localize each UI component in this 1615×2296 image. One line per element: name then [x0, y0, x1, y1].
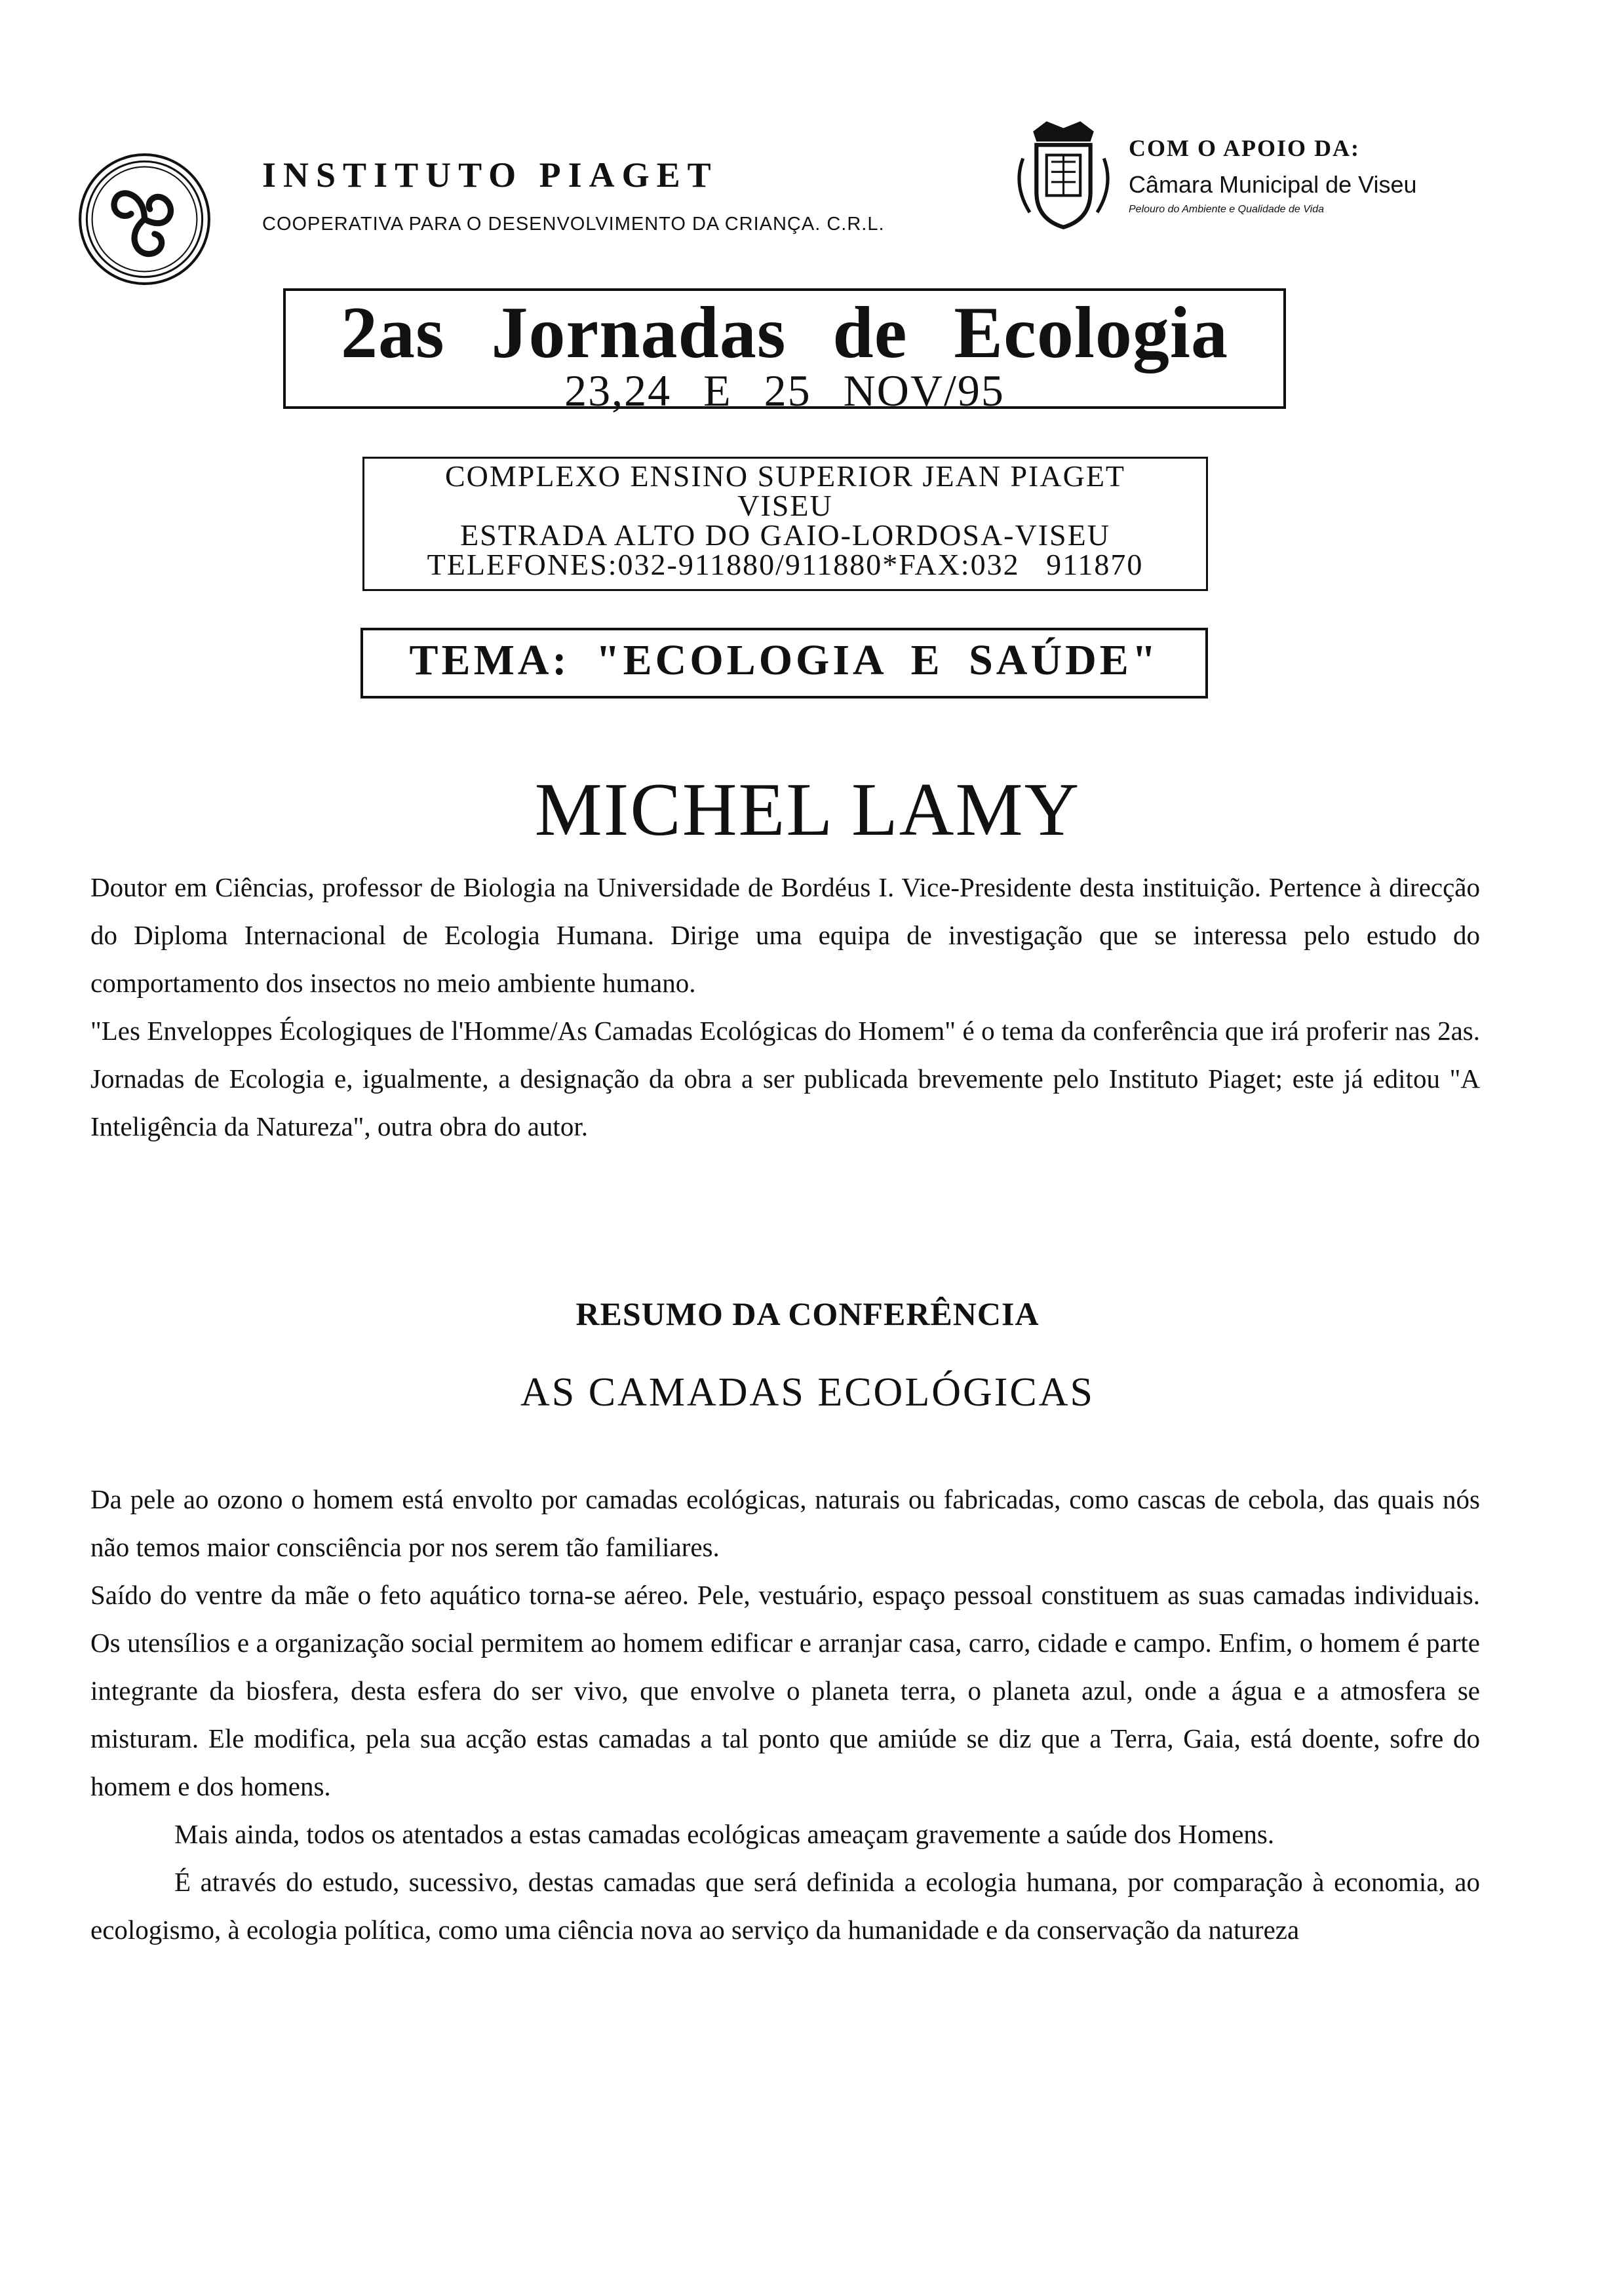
venue-line-1: COMPLEXO ENSINO SUPERIOR JEAN PIAGET [444, 459, 1126, 493]
summary-paragraph: Da pele ao ozono o homem está envolto por camadas ecológicas, naturais ou fabricadas, como cascas de cebola, das quais nós não temos maior consciência por nos serem tão familiares. [90, 1484, 1480, 1562]
summary-body [90, 1476, 1480, 1954]
event-title-box [283, 288, 1286, 415]
event-dates: 23,24 E 25 NOV/95 [564, 366, 1005, 415]
bio-paragraph: "Les Enveloppes Écologiques de l'Homme/As Camadas Ecológicas do Homem" é o tema da conferência que irá proferir nas 2as. Jornadas de Ecologia e, igualmente, a designação da obra a ser publicada brevemente pelo Instituto Piaget; este já editou "A Inteligência da Natureza", outra obra do autor. [90, 1016, 1480, 1141]
venue-box [362, 457, 1208, 591]
summary-paragraph: Saído do ventre da mãe o feto aquático torna-se aéreo. Pele, vestuário, espaço pessoal constituem as suas camadas individuais. Os utensílios e a organização social permitem ao homem edificar e arranjar casa, carro, cidade e campo. Enfim, o homem é parte integrante da biosfera, desta esfera do ser vivo, que envolve o planeta terra, o planeta azul, onde a água e a atmosfera se misturam. Ele modifica, pela sua acção estas camadas a tal ponto que amiúde se diz que a Terra, Gaia, está doente, sofre do homem e dos homens. [90, 1580, 1480, 1801]
summary-paragraph: É através do estudo, sucessivo, destas camadas que será definida a ecologia humana, por comparação à economia, ao ecologismo, à ecologia política, como uma ciência nova ao serviço da humanidade e da conservação da natureza [90, 1867, 1480, 1945]
institute-subtitle: COOPERATIVA PARA O DESENVOLVIMENTO DA CRIANÇA. C.R.L. [262, 214, 885, 235]
summary-heading: RESUMO DA CONFERÊNCIA [575, 1295, 1040, 1332]
institute-logo [77, 152, 212, 286]
support-department: Pelouro do Ambiente e Qualidade de Vida [1129, 204, 1324, 215]
institute-name: INSTITUTO PIAGET [262, 155, 718, 195]
support-organization: Câmara Municipal de Viseu [1129, 171, 1417, 198]
municipal-crest [1009, 118, 1118, 233]
venue-line-4: TELEFONES:032-911880/911880*FAX:032 911870 [427, 548, 1144, 581]
support-label: COM O APOIO DA: [1129, 135, 1360, 161]
summary-subheading: AS CAMADAS ECOLÓGICAS [520, 1370, 1095, 1415]
bio-paragraph: Doutor em Ciências, professor de Biologia na Universidade de Bordéus I. Vice-Presidente desta instituição. Pertence à direcção do Diploma Internacional de Ecologia Humana. Dirige uma equipa de investigação que se interessa pelo estudo do comportamento dos insectos no meio ambiente humano. [90, 872, 1480, 998]
speaker-name: MICHEL LAMY [534, 768, 1081, 852]
speaker-bio [90, 864, 1480, 1151]
summary-paragraph: Mais ainda, todos os atentados a estas camadas ecológicas ameaçam gravemente a saúde dos Homens. [174, 1819, 1275, 1849]
venue-line-2: VISEU [737, 489, 833, 522]
venue-line-3: ESTRADA ALTO DO GAIO-LORDOSA-VISEU [460, 518, 1110, 552]
support-block [1129, 134, 1417, 216]
theme-box: TEMA: "ECOLOGIA E SAÚDE" [360, 628, 1208, 698]
event-title: 2as Jornadas de Ecologia [340, 292, 1229, 373]
